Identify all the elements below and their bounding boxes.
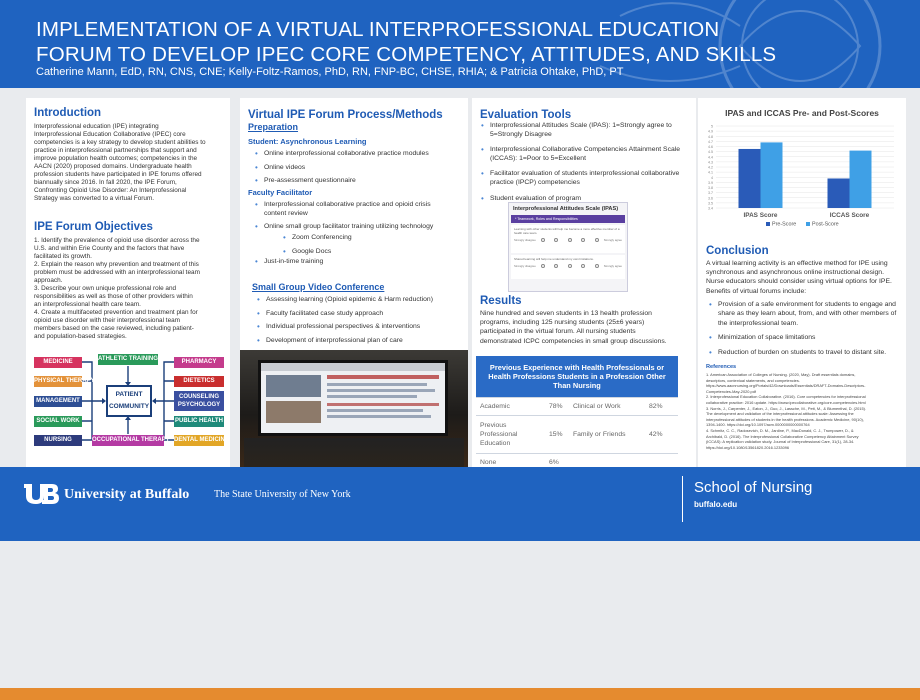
- objective-line: 2. Explain the reason why prevention and treatment of this: [34, 261, 199, 268]
- objective-line: opioid use disorder with their interprofessional team: [34, 317, 180, 324]
- medicine-label: MEDICINE: [34, 357, 82, 368]
- bottom-accent-bar: [0, 688, 920, 700]
- athletic-training-label: ATHLETIC TRAINING: [98, 354, 158, 365]
- chart-tick-label: 4.5: [708, 150, 713, 155]
- faculty-item: • Just-in-time training: [252, 258, 452, 267]
- intro-line: Confronting Opioid Use Disorder: An Interprofessional: [34, 187, 187, 194]
- reference-line: 2. Interprofessional Education Collaborative. (2016). Core competencies for interprofessional: [706, 394, 866, 400]
- chart-tick-label: 4.2: [708, 165, 713, 170]
- conclusion-line: A virtual learning activity is an effective method for IPE using: [706, 260, 888, 267]
- intro-line: profession students have participated in IPE forums offered: [34, 171, 202, 178]
- ipas-scale-2: [514, 264, 622, 268]
- table-cell: 15%: [546, 416, 570, 454]
- conclusion-line: Benefits of virtual forums include:: [706, 287, 807, 295]
- objectives-text: [34, 237, 228, 341]
- chart-tick-label: 4.9: [708, 129, 713, 134]
- patient-community-box: [106, 385, 152, 417]
- table-cell: Previous Professional Education: [476, 416, 546, 454]
- process-heading: Virtual IPE Forum Process/Methods: [248, 109, 443, 121]
- preparation-heading: Preparation: [248, 122, 299, 132]
- scale-right-label: Strongly agree: [603, 238, 622, 242]
- table-row: [476, 416, 678, 454]
- laptop-screen: [258, 360, 448, 436]
- chart-tick-label: 4.1: [708, 170, 713, 175]
- evaluation-list: [478, 122, 684, 208]
- scale-left-label: Strongly disagree: [514, 238, 536, 242]
- reference-line: 1. American Association of Colleges of Nursing. (2020, May). Draft essentials domains,: [706, 372, 856, 377]
- scale-radio[interactable]: [595, 264, 599, 268]
- reference-line: Competencies-May-2020.pdf: [706, 388, 756, 394]
- zoom-laptop-photo: [240, 350, 468, 468]
- evaluation-item: • Facilitator evaluation of students interprofessional collaborative practice (IPCP) competencies: [478, 170, 684, 187]
- chart-legend-swatch: [766, 222, 770, 226]
- intro-line: practice in interprofessional partnerships that support and: [34, 147, 197, 154]
- small-group-item: • Assessing learning (Opioid epidemic & Harm reduction): [254, 296, 464, 305]
- scale-radio[interactable]: [554, 238, 558, 242]
- process-panel: [240, 98, 468, 468]
- dental-medicine-label: DENTAL MEDICINE: [174, 435, 224, 446]
- conclusion-line: Nurse educators should consider using virtual options for IPE.: [706, 278, 892, 286]
- introduction-panel: [26, 98, 230, 468]
- scale-options: [536, 238, 604, 242]
- evaluation-heading: Evaluation Tools: [480, 109, 572, 121]
- university-tagline: The State University of New York: [214, 489, 351, 500]
- small-group-heading: Small Group Video Conference: [252, 282, 385, 292]
- small-group-item: • Individual professional perspectives & interventions: [254, 323, 464, 332]
- small-group-list: [254, 296, 464, 350]
- patient-label: PATIENT: [115, 391, 143, 398]
- laptop-keyboard: [244, 438, 464, 468]
- university-name: University at Buffalo: [64, 487, 190, 502]
- poster-title: IMPLEMENTATION OF A VIRTUAL INTERPROFESSIONAL EDUCATION FORUM TO DEVELOP IPEC CORE COMPETENCY, ATTITUDES, AND SKILLS: [36, 18, 777, 66]
- objective-line: U.S. and within Erie County and the factors that have: [34, 245, 185, 252]
- intro-line: Interprofessional education (IPE) integrating: [34, 123, 159, 130]
- ipas-question-2-text: Shared learning will help me understand my own limitations.: [514, 257, 594, 261]
- poster-header: [0, 0, 920, 88]
- chart-tick-label: 4.3: [708, 160, 713, 165]
- dietetics-label: DIETETICS: [174, 376, 224, 387]
- pharmacy-label: PHARMACY: [174, 357, 224, 368]
- chart-bar: [850, 151, 872, 208]
- objective-line: problem must be addressed with an interprofessional team: [34, 269, 200, 276]
- ipas-form-image: [508, 202, 628, 292]
- small-group-item: • Faculty facilitated case study approach: [254, 310, 464, 319]
- scale-radio[interactable]: [541, 238, 545, 242]
- student-list: [252, 150, 462, 191]
- chart-tick-label: 3.7: [708, 191, 713, 196]
- intro-line: biannually since 2016. In fall 2020, the IPE Forum,: [34, 179, 177, 186]
- poster-footer: [0, 467, 920, 541]
- objectives-heading: IPE Forum Objectives: [34, 221, 153, 233]
- ipas-form-header: * Teamwork, Roles and Responsibilities: [511, 215, 625, 223]
- table-cell: Academic: [476, 398, 546, 416]
- reference-line: Archibald, D. (2016). The Interprofessional Collaborative Competency Attainment Survey: [706, 433, 859, 439]
- objective-line: members based on the case reviewed, including patient-: [34, 325, 194, 332]
- student-item: • Online videos: [252, 164, 462, 173]
- objective-line: 1. Identify the prevalence of opioid use disorder across the: [34, 237, 200, 244]
- intro-line: Strategy was converted to a virtual Forum.: [34, 195, 155, 202]
- poster-authors: Catherine Mann, EdD, RN, CNS, CNE; Kelly-Foltz-Ramos, PhD, RN, FNP-BC, CHSE, RHIA; & Patricia Ohtake, PhD, PT: [36, 66, 624, 78]
- chart-tick-label: 4.6: [708, 145, 713, 149]
- chart-tick-label: 4.4: [708, 155, 713, 160]
- student-heading: Student: Asynchronous Learning: [248, 137, 367, 146]
- reference-line: 4. Schmitz, C. C., Radosevich, D. M., Jardine, P., MacDonald, C. J., Trumpower, D., &: [706, 427, 854, 433]
- public-health-label: PUBLIC HEALTH: [174, 416, 224, 427]
- school-name: School of Nursing: [694, 479, 813, 496]
- scores-bar-chart: [698, 116, 906, 232]
- results-line: participated in the virtual forum. All nursing students: [480, 328, 636, 336]
- scale-radio[interactable]: [581, 238, 585, 242]
- chart-category-label: ICCAS Score: [829, 212, 870, 219]
- scale-options: [536, 264, 604, 268]
- chart-tick-label: 3.5: [708, 201, 713, 206]
- table-row: [476, 398, 678, 416]
- small-group-item: • Development of interprofessional plan of care: [254, 337, 464, 346]
- table-cell: Family or Friends: [570, 416, 646, 454]
- objective-line: 3. Describe your own unique professional role and: [34, 285, 177, 292]
- faculty-subitem: • Zoom Conferencing: [272, 234, 442, 243]
- evaluation-item: • Interprofessional Collaborative Competencies Attainment Scale (ICCAS): 1=Poor to 5=Excellent: [478, 146, 684, 163]
- reference-line: 3. Norris, J., Carpenter, J., Eaton, J., Guo, J., Lassche, M., Pett, M., & Blumenthal, D. (2015).: [706, 405, 867, 411]
- footer-divider: [682, 476, 683, 522]
- chart-bar: [828, 178, 850, 208]
- faculty-list: [252, 201, 452, 237]
- objective-line: responsibilities as well as those of other providers within: [34, 293, 193, 300]
- scale-radio[interactable]: [581, 264, 585, 268]
- chart-title: IPAS and ICCAS Pre- and Post-Scores: [725, 108, 879, 118]
- table-cell: 42%: [646, 416, 678, 454]
- management-label: MANAGEMENT: [34, 396, 82, 407]
- scale-radio[interactable]: [568, 264, 572, 268]
- references-heading: References: [706, 364, 737, 370]
- faculty-list-2: [252, 258, 452, 272]
- reference-line: 1394-1400. https://doi.org/10.1097/acm.0000000000000764: [706, 422, 810, 428]
- objective-line: approach.: [34, 277, 63, 284]
- benefit-item: • Provision of a safe environment for students to engage and share as they learn about, from, and with other members of the interprofessional team.: [706, 300, 906, 328]
- reference-line: (ICCAS): A replication validation study. Journal of Interprofessional Care, 31(1), 28-34.: [706, 439, 855, 445]
- chart-tick-label: 4.8: [708, 134, 713, 139]
- counseling-psychology-label: COUNSELING PSYCHOLOGY: [174, 391, 224, 411]
- chart-bar: [739, 149, 761, 208]
- chart-legend-label: Post-Score: [812, 221, 839, 228]
- chart-legend-label: Pre-Score: [772, 221, 797, 228]
- table-title: Previous Experience with Health Professionals or Health Professions Students in a Profession Other Than Nursing: [476, 356, 678, 398]
- social-work-label: SOCIAL WORK: [34, 416, 82, 427]
- scale-radio[interactable]: [595, 238, 599, 242]
- reference-line: descriptors, contextual statements, and competencies.: [706, 377, 800, 383]
- results-text: [480, 309, 692, 346]
- ipas-form-title: Interprofessional Attitudes Scale (IPAS): [513, 206, 619, 212]
- scale-radio[interactable]: [541, 264, 545, 268]
- table-cell: None: [476, 454, 546, 472]
- chart-tick-label: 5: [711, 124, 713, 129]
- benefits-list: [706, 300, 906, 362]
- experience-table: [476, 356, 678, 471]
- table-cell: 78%: [546, 398, 570, 416]
- physical-therapy-label: PHYSICAL THERAPY: [34, 376, 82, 387]
- reference-line: https://doi.org/10.1080/13561820.2016.1233096: [706, 444, 790, 450]
- evaluation-item: • Interprofessional Attitudes Scale (IPAS): 1=Strongly agree to 5=Strongly Disagree: [478, 122, 684, 139]
- benefit-item: • Reduction of burden on students to travel to distant site.: [706, 349, 906, 358]
- conclusion-heading: Conclusion: [706, 245, 769, 257]
- reference-line: collaborative practice: 2016 update. https://www.ipecollaborative.org/core-competencies.html: [706, 399, 866, 405]
- results-heading: Results: [480, 295, 522, 307]
- table-cell: 82%: [646, 398, 678, 416]
- results-line: Nine hundred and seven students in 13 health profession: [480, 310, 652, 317]
- table-cell: Clinical or Work: [570, 398, 646, 416]
- scale-radio[interactable]: [568, 238, 572, 242]
- chart-tick-label: 3.6: [708, 196, 713, 201]
- student-item: • Pre-assessment questionnaire: [252, 177, 462, 186]
- faculty-item: • Interprofessional collaborative practice and opioid crisis content review: [252, 201, 452, 218]
- reference-line: https://www.aacnnursing.org/Portals/42/Downloads/Essentials/DRAFT-Domains-Descriptors-: [706, 383, 866, 389]
- references-text: [706, 372, 906, 450]
- reference-line: The development and validation of the interprofessional attitudes scale: Assessing the: [706, 411, 854, 417]
- objective-line: facilitated its growth.: [34, 253, 92, 260]
- benefit-item: • Minimization of space limitations: [706, 334, 906, 343]
- chart-tick-label: 4: [711, 175, 713, 180]
- chart-tick-label: 4.7: [708, 139, 713, 144]
- student-item: • Online interprofessional collaborative practice modules: [252, 150, 462, 159]
- evaluation-item: • Student evaluation of program: [478, 195, 684, 204]
- footer-url[interactable]: buffalo.edu: [694, 500, 738, 509]
- chart-tick-label: 3.9: [708, 180, 713, 185]
- objective-line: 4. Create a multifaceted prevention and treatment plan for: [34, 309, 198, 316]
- nursing-label: NURSING: [34, 435, 82, 446]
- intro-line: AACN (2020) proposed domains. Undergraduate health: [34, 163, 192, 170]
- occupational-therapy-label: OCCUPATIONAL THERAPY: [92, 435, 164, 446]
- ipas-scale-1: [514, 238, 622, 242]
- introduction-heading: Introduction: [34, 107, 102, 119]
- results-line: programs, including 125 nursing students (25±6 years): [480, 319, 645, 327]
- intro-line: Interprofessional Education Collaborative (IPEC) core: [34, 131, 186, 138]
- chart-tick-label: 3.8: [708, 186, 713, 190]
- table-cell: 6%: [546, 454, 570, 472]
- ipas-question-2: [511, 255, 625, 279]
- faculty-subitem: • Google Docs: [272, 248, 442, 257]
- scale-left-label: Strongly disagree: [514, 264, 536, 268]
- intro-line: improve population health outcomes; competencies in the: [34, 155, 198, 162]
- results-line: demonstrated ICPC competencies in small group discussions.: [480, 337, 667, 345]
- ub-logo-icon: [22, 483, 60, 505]
- intro-line: competencies is a key strategy to develop student abilities to: [34, 139, 206, 146]
- chart-category-label: IPAS Score: [743, 212, 778, 219]
- introduction-text: [34, 123, 226, 203]
- faculty-heading: Faculty Facilitator: [248, 188, 313, 197]
- objective-line: and population-based strategies.: [34, 333, 127, 340]
- scale-right-label: Strongly agree: [603, 264, 622, 268]
- scale-radio[interactable]: [554, 264, 558, 268]
- faculty-item: • Online small group facilitator training utilizing technology: [252, 223, 452, 232]
- chart-tick-label: 3.4: [708, 206, 713, 211]
- reference-line: interprofessional attitudes of students in the health professions. Academic Medicine, 90(10),: [706, 416, 864, 422]
- ipas-question-1: [511, 225, 625, 253]
- conclusion-text: [706, 259, 906, 296]
- conclusion-line: synchronous and asynchronous online instructional design.: [706, 269, 884, 277]
- professions-diagram: [34, 354, 229, 454]
- ipas-question-1-text: Learning with other students will help me become a more effective member of a health care team.: [514, 227, 620, 235]
- chart-legend-swatch: [806, 222, 810, 226]
- objective-line: an interprofessional health care team.: [34, 301, 141, 308]
- chart-bar: [761, 142, 783, 208]
- community-label: COMMUNITY: [108, 403, 150, 410]
